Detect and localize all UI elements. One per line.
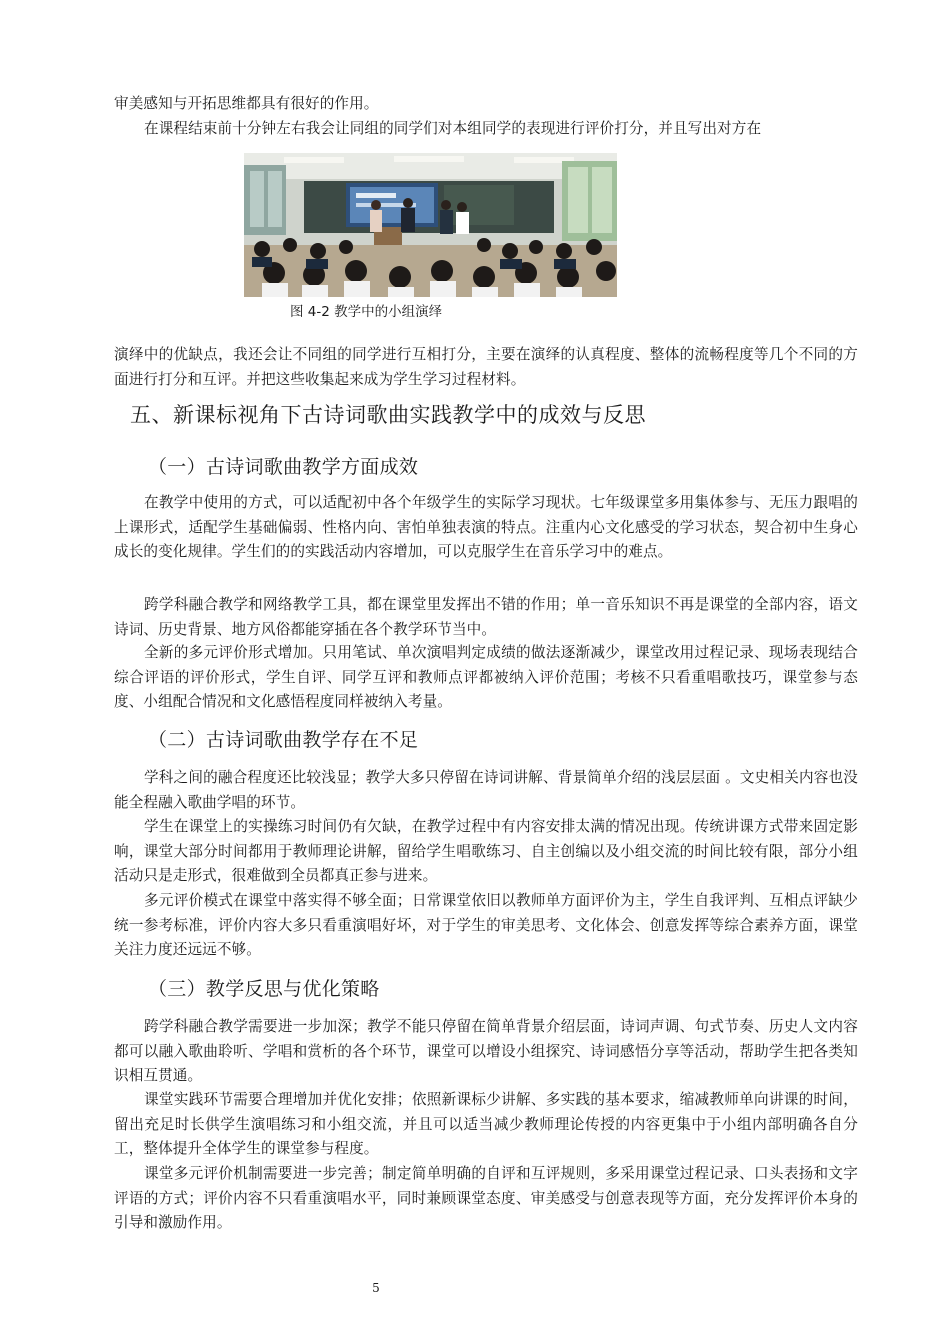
paragraph-results-1: 在教学中使用的方式，可以适配初中各个年级学生的实际学习现状。七年级课堂多用集体参与、无压力跟唱的上课形式，适配学生基础偏弱、性格内向、害怕单独表演的特点。注重内心文化感受的学习状态，契合初中生身心成长的变化规律。学生们的的实践活动内容增加，可以克服学生在音乐学习中的难点。	[114, 494, 858, 560]
classroom-photo-illustration	[244, 153, 617, 297]
paragraph-shortcomings-2: 学生在课堂上的实操练习时间仍有欠缺，在教学过程中有内容安排太满的情况出现。传统讲课方式带来固定影响，课堂大部分时间都用于教师理论讲解，留给学生唱歌练习、自主创编以及小组交流的时间比较有限，部分小组活动只是走形式，很难做到全员都真正参与进来。	[114, 818, 858, 884]
subsection-heading-2: （二）古诗词歌曲教学存在不足	[148, 729, 419, 751]
figure-caption: 图 4-2 教学中的小组演绎	[290, 304, 443, 320]
paragraph-shortcomings-1: 学科之间的融合程度还比较浅显；教学大多只停留在诗词讲解、背景简单介绍的浅层层面 。文史相关内容也没能全程融入歌曲学唱的环节。	[114, 769, 858, 811]
paragraph-results-2: 跨学科融合教学和网络教学工具，都在课堂里发挥出不错的作用；单一音乐知识不再是课堂的全部内容，语文诗词、历史背景、地方风俗都能穿插在各个教学环节当中。	[114, 596, 858, 638]
paragraph-reflection-2: 课堂实践环节需要合理增加并优化安排；依照新课标少讲解、多实践的基本要求，缩减教师单向讲课的时间，留出充足时长供学生演唱练习和小组交流，并且可以适当减少教师理论传授的内容更集中于小组内部明确各自分工，整体提升全体学生的课堂参与程度。	[114, 1091, 858, 1157]
paragraph-evaluation-start: 在课程结束前十分钟左右我会让同组的同学们对本组同学的表现进行评价打分，并且写出对方在	[144, 120, 762, 137]
paragraph-reflection-3: 课堂多元评价机制需要进一步完善；制定简单明确的自评和互评规则，多采用课堂过程记录、口头表扬和文字评语的方式；评价内容不只看重演唱水平，同时兼顾课堂态度、审美感受与创意表现等方面，充分发挥评价本身的引导和激励作用。	[114, 1165, 858, 1231]
subsection-heading-1: （一）古诗词歌曲教学方面成效	[148, 456, 419, 478]
paragraph-results-3: 全新的多元评价形式增加。只用笔试、单次演唱判定成绩的做法逐渐减少，课堂改用过程记录、现场表现结合综合评语的评价形式，学生自评、同学互评和教师点评都被纳入评价范围；考核不只看重唱歌技巧，课堂参与态度、小组配合情况和文化感悟程度同样被纳入考量。	[114, 644, 858, 710]
paragraph-shortcomings-3: 多元评价模式在课堂中落实得不够全面；日常课堂依旧以教师单方面评价为主，学生自我评判、互相点评缺少统一参考标准，评价内容大多只看重演唱好坏，对于学生的审美思考、文化体会、创意发挥等综合素养方面，课堂关注力度还远远不够。	[114, 892, 858, 958]
subsection-heading-3: （三）教学反思与优化策略	[148, 978, 380, 1000]
paragraph-reflection-1: 跨学科融合教学需要进一步加深；教学不能只停留在简单背景介绍层面，诗词声调、句式节奏、历史人文内容都可以融入歌曲聆听、学唱和赏析的各个环节，课堂可以增设小组探究、诗词感悟分享等活动，帮助学生把各类知识相互贯通。	[114, 1018, 858, 1084]
paragraph-evaluation-continued: 演绎中的优缺点，我还会让不同组的同学进行互相打分，主要在演绎的认真程度、整体的流畅程度等几个不同的方面进行打分和互评。并把这些收集起来成为学生学习过程材料。	[114, 346, 858, 388]
classroom-photo	[244, 153, 617, 297]
section-heading-5: 五、新课标视角下古诗词歌曲实践教学中的成效与反思	[130, 403, 646, 427]
page-number: 5	[372, 1281, 380, 1295]
paragraph-intro-end: 审美感知与开拓思维都具有很好的作用。	[114, 95, 379, 112]
